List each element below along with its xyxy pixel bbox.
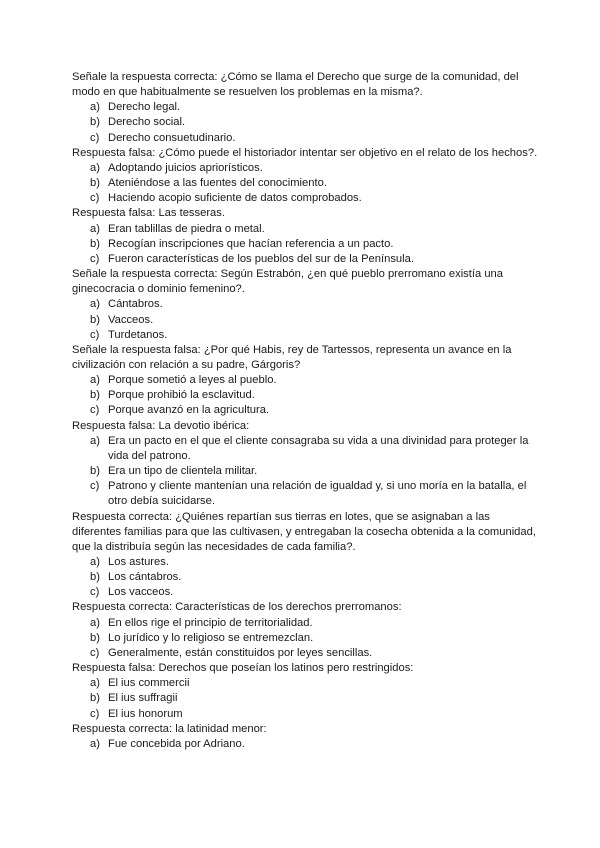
question-text: Respuesta correcta: ¿Quiénes repartían sus tierras en lotes, que se asignaban a las diferentes familias para que las cultivasen, y entregaban la cosecha obtenida a la comunidad, que la distribuía según las necesidades de cada familia?. xyxy=(72,510,536,553)
option-letter: c) xyxy=(90,328,100,341)
option-item xyxy=(72,222,540,237)
options-list xyxy=(72,676,540,721)
option-item xyxy=(72,555,540,570)
options-list xyxy=(72,161,540,206)
option-item xyxy=(72,191,540,206)
option-text: Fueron características de los pueblos del sur de la Península. xyxy=(108,252,414,265)
option-text: Generalmente, están constituidos por leyes sencillas. xyxy=(108,646,373,659)
option-item xyxy=(72,237,540,252)
option-letter: a) xyxy=(90,677,100,690)
option-text: Los cántabros. xyxy=(108,571,182,584)
option-item xyxy=(72,161,540,176)
option-text: El ius suffragii xyxy=(108,692,178,705)
option-item xyxy=(72,131,540,146)
option-text: Los astures. xyxy=(108,556,169,568)
option-letter: b) xyxy=(90,177,100,190)
option-item xyxy=(72,297,540,312)
option-item xyxy=(72,100,540,115)
question-block xyxy=(72,510,540,601)
options-list xyxy=(72,555,540,600)
option-text: Ateniéndose a las fuentes del conocimiento. xyxy=(108,177,327,190)
option-letter: c) xyxy=(90,404,100,417)
option-text: Porque avanzó en la agricultura. xyxy=(108,404,270,417)
option-letter: b) xyxy=(90,465,100,478)
option-letter: b) xyxy=(90,631,100,644)
option-item xyxy=(72,646,540,661)
option-letter: c) xyxy=(90,252,100,265)
option-text: Recogían inscripciones que hacían referencia a un pacto. xyxy=(108,237,394,250)
option-item xyxy=(72,403,540,418)
question-text: Señale la respuesta correcta: ¿Cómo se llama el Derecho que surge de la comunidad, del modo en que habitualmente se resuelven los problemas en la misma?. xyxy=(72,71,519,99)
option-text: Los vacceos. xyxy=(108,586,174,599)
option-letter: a) xyxy=(90,556,100,568)
option-item xyxy=(72,616,540,631)
option-letter: a) xyxy=(90,616,100,629)
option-letter: c) xyxy=(90,586,100,599)
options-list xyxy=(72,616,540,661)
option-letter: a) xyxy=(90,161,100,174)
option-letter: c) xyxy=(90,646,100,659)
option-item xyxy=(72,585,540,600)
options-list xyxy=(72,100,540,145)
option-text: Fue concebida por Adriano. xyxy=(108,737,245,750)
option-text: Derecho social. xyxy=(108,116,186,129)
option-item xyxy=(72,313,540,328)
option-text: Eran tablillas de piedra o metal. xyxy=(108,222,265,235)
option-letter: b) xyxy=(90,389,100,402)
options-list xyxy=(72,373,540,418)
option-letter: a) xyxy=(90,101,100,114)
options-list xyxy=(72,222,540,267)
option-text: Era un pacto en el que el cliente consagraba su vida a una divinidad para proteger la vida del patrono. xyxy=(108,434,529,462)
option-text: Adoptando juicios apriorísticos. xyxy=(108,161,263,174)
option-item xyxy=(72,434,540,464)
option-item xyxy=(72,388,540,403)
question-block xyxy=(72,722,540,752)
options-list xyxy=(72,297,540,342)
question-text: Respuesta falsa: ¿Cómo puede el historiador intentar ser objetivo en el relato de los hechos?. xyxy=(72,146,538,159)
option-text: Derecho legal. xyxy=(108,101,181,114)
option-letter: c) xyxy=(90,480,100,493)
option-letter: a) xyxy=(90,298,100,311)
option-letter: b) xyxy=(90,237,100,250)
options-list xyxy=(72,434,540,510)
option-item xyxy=(72,691,540,706)
question-text: Señale la respuesta falsa: ¿Por qué Habis, rey de Tartessos, representa un avance en la civilización con relación a su padre, Gárgoris? xyxy=(72,343,512,371)
option-item xyxy=(72,737,540,752)
option-text: En ellos rige el principio de territorialidad. xyxy=(108,616,313,629)
option-item xyxy=(72,464,540,479)
question-text: Respuesta falsa: Las tesseras. xyxy=(72,207,225,220)
option-item xyxy=(72,252,540,267)
option-item xyxy=(72,479,540,509)
option-text: El ius honorum xyxy=(108,707,183,720)
option-letter: a) xyxy=(90,737,100,750)
option-text: Porque prohibió la esclavitud. xyxy=(108,389,255,402)
question-block xyxy=(72,419,540,510)
question-block xyxy=(72,343,540,419)
option-text: Patrono y cliente mantenían una relación de igualdad y, si uno moría en la batalla, el otro debía suicidarse. xyxy=(108,480,527,508)
question-text: Respuesta falsa: La devotio ibérica: xyxy=(72,419,250,432)
option-letter: c) xyxy=(90,192,100,205)
question-text: Respuesta correcta: Características de los derechos prerromanos: xyxy=(72,601,402,614)
option-item xyxy=(72,328,540,343)
option-text: Turdetanos. xyxy=(108,328,168,341)
option-letter: a) xyxy=(90,222,100,235)
option-text: Era un tipo de clientela militar. xyxy=(108,465,258,478)
option-text: Haciendo acopio suficiente de datos comprobados. xyxy=(108,192,362,205)
option-letter: a) xyxy=(90,374,100,387)
options-list xyxy=(72,737,540,752)
option-letter: b) xyxy=(90,692,100,705)
option-item xyxy=(72,707,540,722)
option-letter: b) xyxy=(90,116,100,129)
option-letter: b) xyxy=(90,571,100,584)
option-text: El ius commercii xyxy=(108,677,190,690)
option-text: Porque sometió a leyes al pueblo. xyxy=(108,374,277,387)
question-text: Señale la respuesta correcta: Según Estrabón, ¿en qué pueblo prerromano existía una ginecocracia o dominio femenino?. xyxy=(72,268,503,296)
question-text: Respuesta falsa: Derechos que poseían los latinos pero restringidos: xyxy=(72,662,414,675)
option-item xyxy=(72,676,540,691)
question-block xyxy=(72,661,540,722)
option-letter: b) xyxy=(90,313,100,326)
option-item xyxy=(72,176,540,191)
question-block xyxy=(72,267,540,343)
option-item xyxy=(72,115,540,130)
option-item xyxy=(72,373,540,388)
question-block xyxy=(72,206,540,267)
question-block xyxy=(72,600,540,661)
question-block xyxy=(72,146,540,207)
option-item xyxy=(72,631,540,646)
question-text: Respuesta correcta: la latinidad menor: xyxy=(72,722,267,735)
option-item xyxy=(72,570,540,585)
option-letter: c) xyxy=(90,707,100,720)
option-letter: a) xyxy=(90,434,100,447)
question-block xyxy=(72,70,540,146)
option-text: Derecho consuetudinario. xyxy=(108,131,236,144)
option-text: Lo jurídico y lo religioso se entremezclan. xyxy=(108,631,314,644)
option-text: Vacceos. xyxy=(108,313,154,326)
option-letter: c) xyxy=(90,131,100,144)
option-text: Cántabros. xyxy=(108,298,163,311)
